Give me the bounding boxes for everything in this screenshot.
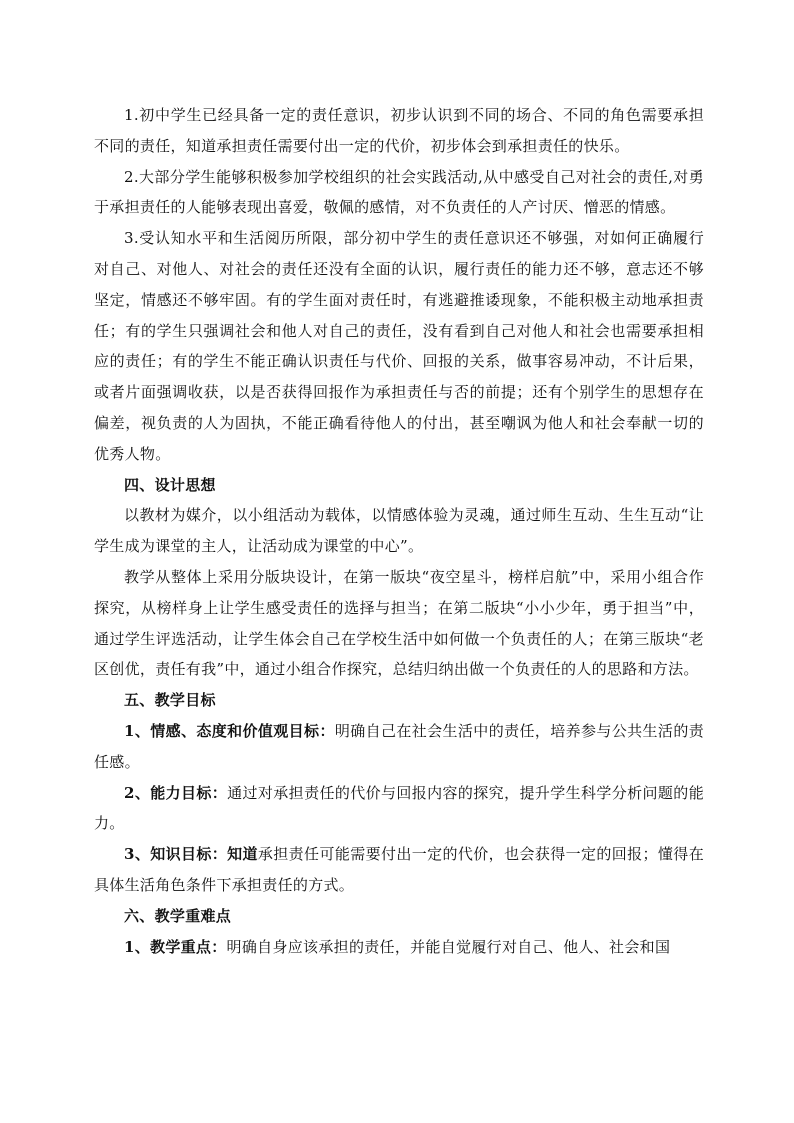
paragraph-design-idea: 以教材为媒介，以小组活动为载体，以情感体验为灵魂，通过师生互动、生生互动“让学生成为课堂的主人，让活动成为课堂的中心”。 (94, 506, 704, 556)
paragraph-student-awareness: 1.初中学生已经具备一定的责任意识，初步认识到不同的场合、不同的角色需要承担不同的责任，知道承担责任需要付出一定的代价，初步体会到承担责任的快乐。 (94, 106, 704, 155)
goal-label-emotion: 1、情感、态度和价值观目标： (124, 721, 335, 740)
document-body (94, 100, 704, 962)
paragraph-social-practice: 2.大部分学生能够积极参加学校组织的社会实践活动,从中感受自己对社会的责任,对勇于承担责任的人能够表现出喜爱，敬佩的感情，对不负责任的人产讨厌、憎恶的情感。 (94, 167, 704, 217)
key-point-text: 明确自身应该承担的责任，并能自觉履行对自己、他人、社会和国 (226, 937, 671, 956)
goal-item-emotion (94, 716, 704, 778)
goal-label-knowledge: 3、知识目标：知道 (124, 845, 258, 864)
goal-label-ability: 2、能力目标： (124, 783, 228, 802)
section-heading-goals: 五、教学目标 (124, 691, 216, 710)
goal-item-ability (94, 778, 704, 840)
goal-text-knowledge: 承担责任可能需要付出一定的代价，也会获得一定的回报；懂得在具体生活角色条件下承担责任的方式。 (94, 845, 704, 894)
goal-text-emotion: 明确自己在社会生活中的责任，培养参与公共生活的责任感。 (94, 721, 705, 771)
paragraph-teaching-structure: 教学从整体上采用分版块设计，在第一版块“夜空星斗，榜样启航”中，采用小组合作探究，从榜样身上让学生感受责任的选择与担当；在第二版块“小小少年，勇于担当”中，通过学生评选活动，让学生体会自己在学校生活中如何做一个负责任的人；在第三版块“老区创优，责任有我”中，通过小组合作探究，总结归纳出做一个负责任的人的思路和方法。 (94, 567, 704, 679)
goal-item-knowledge (94, 839, 704, 901)
section-heading-design: 四、设计思想 (124, 475, 216, 494)
goal-text-ability: 通过对承担责任的代价与回报内容的探究，提升学生科学分析问题的能力。 (94, 783, 704, 833)
key-point-item (94, 932, 704, 963)
section-heading-key-points: 六、教学重难点 (124, 906, 232, 925)
key-point-label: 1、教学重点： (124, 937, 227, 956)
paragraph-limitations: 3.受认知水平和生活阅历所限，部分初中学生的责任意识还不够强，对如何正确履行对自己、对他人、对社会的责任还没有全面的认识，履行责任的能力还不够，意志还不够坚定，情感还不够牢固。有的学生面对责任时，有逃避推诿现象，不能积极主动地承担责任；有的学生只强调社会和他人对自己的责任，没有看到自己对他人和社会也需要承担相应的责任；有的学生不能正确认识责任与代价、回报的关系，做事容易冲动，不计后果，或者片面强调收获，以是否获得回报作为承担责任与否的前提；还有个别学生的思想存在偏差，视负责的人为固执，不能正确看待他人的付出，甚至嘲讽为他人和社会奉献一切的优秀人物。 (94, 229, 704, 463)
